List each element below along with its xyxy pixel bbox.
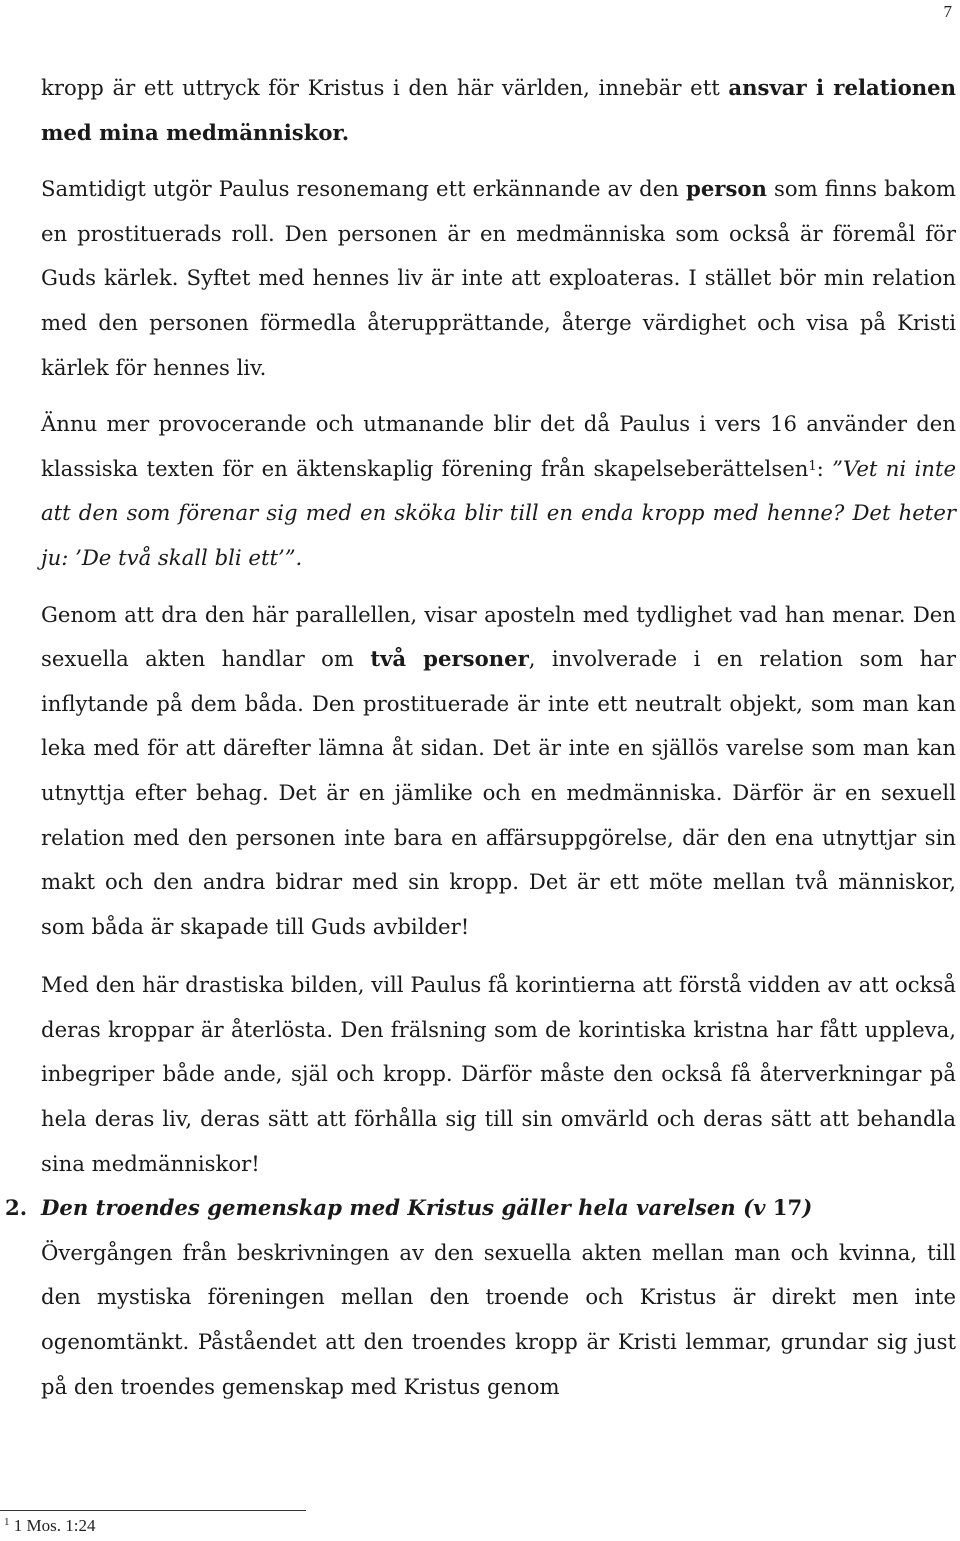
bold-emphasis: ansvar i relationen med mina medmänniskor. xyxy=(41,75,956,145)
paragraph-provocative xyxy=(41,402,956,580)
paragraph-person xyxy=(41,167,956,390)
paragraph-text: Samtidigt utgör Paulus resonemang ett erkännande av den xyxy=(41,176,686,202)
section-title: Den troendes gemenskap med Kristus gäller hela varelsen (v xyxy=(41,1195,773,1221)
paragraph-text: : xyxy=(816,455,833,481)
footnote-divider xyxy=(0,1510,306,1511)
paragraph-parallel xyxy=(41,593,956,950)
section-number: 2. xyxy=(5,1195,28,1221)
paragraph-text: kropp är ett uttryck för Kristus i den här världen, innebär ett xyxy=(41,75,729,100)
footnote xyxy=(4,1516,95,1536)
paragraph-text: Med den här drastiska bilden, vill Paulus få korintierna att förstå vidden av att också deras kroppar är återlösta. Den frälsning som de korintiska kristna har fått uppleva, inbegriper både ande, själ och kropp. Därför måste den också få återverkningar på hela deras liv, deras sätt att förhålla sig till sin omvärld och deras sätt att behandla sina medmänniskor! xyxy=(41,972,956,1176)
paragraph-text: Genom att dra den här parallellen, visar aposteln med tydlighet vad han menar. Den sexuella akten handlar om xyxy=(41,601,956,672)
footnote-marker: 1 xyxy=(4,1516,10,1528)
paragraph-text: Övergången från beskrivningen av den sexuella akten mellan man och kvinna, till den mystiska föreningen mellan den troende och Kristus är direkt men inte ogenomtänkt. Påståendet att den troendes kropp är Kristi lemmar, grundar sig just på den troendes gemenskap med Kristus genom xyxy=(41,1239,956,1399)
bold-emphasis: två personer xyxy=(370,646,529,672)
document-body xyxy=(5,66,957,1409)
paragraph-text: , involverade i en relation som har inflytande på dem båda. Den prostituerade är inte ett neutralt objekt, som man kan leka med för att därefter lämna åt sidan. Det är inte en själlös varelse som man kan utnyttja efter behag. Det är en jämlike och en medmänniska. Därför är en sexuell relation med den personen inte bara en affärsuppgörelse, där den ena utnyttjar sin makt och den andra bidrar med sin kropp. Det är ett möte mellan två människor, som båda är skapade till Guds avbilder! xyxy=(41,646,956,939)
paragraph-transition xyxy=(41,1231,956,1409)
bold-emphasis: person xyxy=(686,176,767,202)
section-verse: 17 xyxy=(772,1195,803,1221)
paragraph-redeemed xyxy=(41,963,956,1186)
footnote-reference[interactable]: 1 xyxy=(808,458,817,474)
page-number: 7 xyxy=(943,2,952,21)
paragraph-text: som finns bakom en prostituerads roll. Den personen är en medmänniska som också är föremål för Guds kärlek. Syftet med hennes liv är inte att exploateras. I stället bör min relation med den personen förmedla återupprättande, återge värdighet och visa på Kristi kärlek för hennes liv. xyxy=(41,176,956,380)
scripture-quote: ”Vet ni inte att den som förenar sig med en sköka blir till en enda kropp med henne? Det heter ju: ’De två skall bli ett’”. xyxy=(41,455,957,570)
paragraph-responsibility xyxy=(41,66,956,155)
footnote-text: 1 Mos. 1:24 xyxy=(9,1516,96,1535)
section-heading xyxy=(5,1186,956,1231)
section-title-close: ) xyxy=(802,1195,813,1221)
paragraph-text: Ännu mer provocerande och utmanande blir det då Paulus i vers 16 använder den klassiska texten för en äktenskaplig förening från skapelseberättelsen xyxy=(41,411,956,481)
